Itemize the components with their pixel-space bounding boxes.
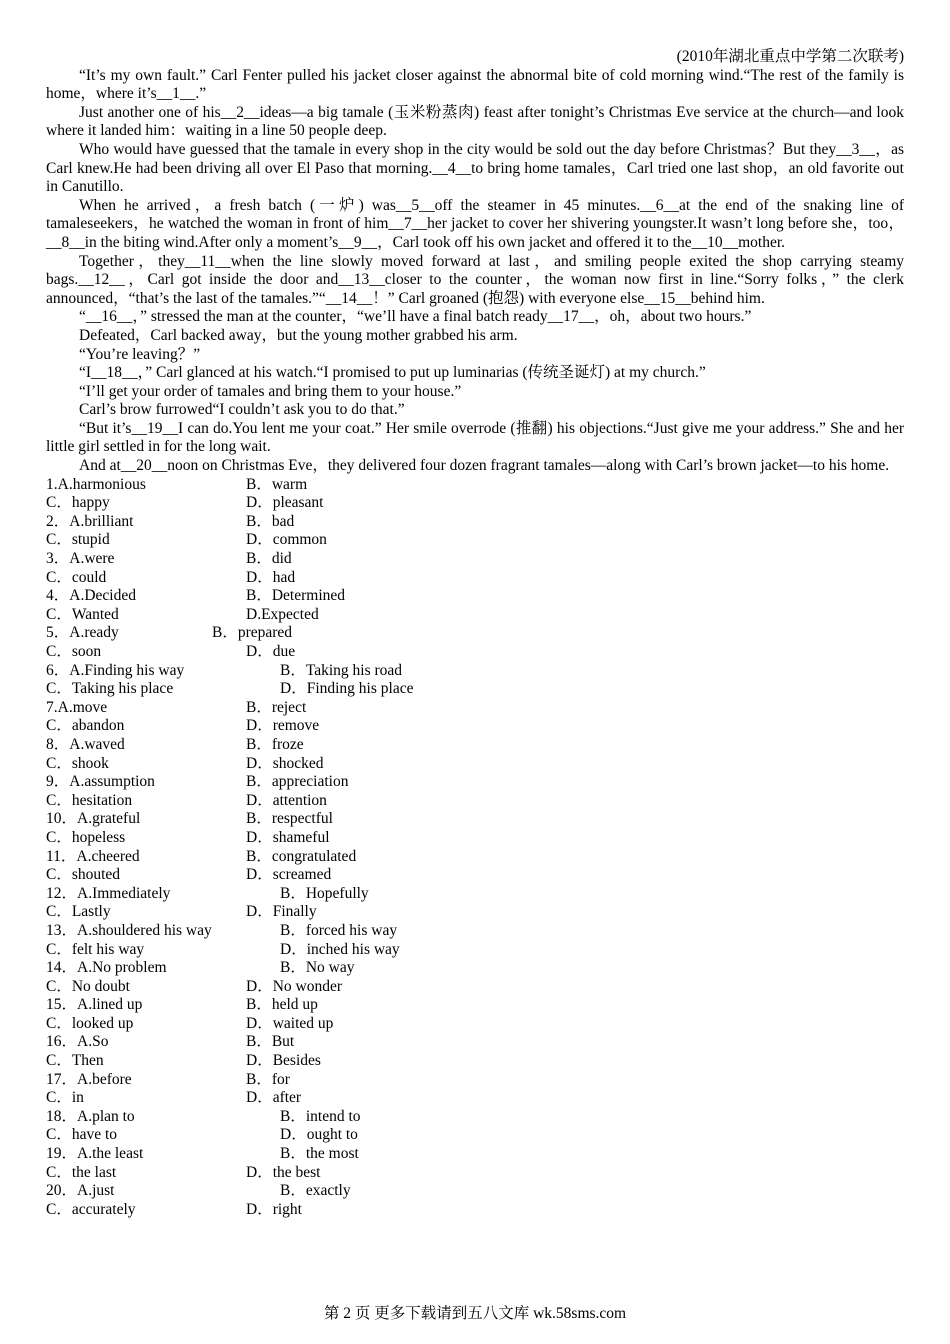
- option-left: C．Then: [46, 1052, 104, 1070]
- option-row: [46, 1089, 904, 1108]
- option-left: C．have to: [46, 1126, 118, 1144]
- option-row: [46, 959, 904, 978]
- option-left: 9．A.assumption: [46, 773, 155, 791]
- option-left: 12．A.Immediately: [46, 884, 171, 902]
- option-left: C．No doubt: [46, 977, 130, 995]
- option-right: B．intend to: [280, 1107, 361, 1125]
- option-row: [46, 996, 904, 1015]
- option-row: [46, 922, 904, 941]
- option-left: C．Lastly: [46, 903, 111, 921]
- option-row: [46, 848, 904, 867]
- options-list: [46, 476, 904, 1220]
- option-right: B．the most: [280, 1145, 359, 1163]
- passage-paragraph: “__16__，” stressed the man at the counter，“we’ll have a final batch ready__17__，oh，about two hours.”: [79, 308, 752, 326]
- option-row: [46, 829, 904, 848]
- option-right: B．respectful: [246, 810, 333, 828]
- option-right: B．Hopefully: [280, 884, 369, 902]
- option-left: 14．A.No problem: [46, 959, 167, 977]
- option-right: D．attention: [246, 791, 327, 809]
- option-left: 6．A.Finding his way: [46, 661, 185, 679]
- option-left: 10．A.grateful: [46, 810, 141, 828]
- document-page: [46, 48, 904, 1219]
- option-left: 15．A.lined up: [46, 996, 143, 1014]
- option-right: D．ought to: [280, 1126, 358, 1144]
- option-right: D．shameful: [246, 828, 330, 846]
- option-row: [46, 531, 904, 550]
- option-left: C．shouted: [46, 866, 121, 884]
- passage-paragraph: “I__18__，” Carl glanced at his watch.“I promised to put up luminarias (传统圣诞灯) at my church.”: [79, 364, 706, 382]
- option-row: [46, 866, 904, 885]
- option-right: D．Finding his place: [280, 680, 414, 698]
- option-row: [46, 885, 904, 904]
- option-left: C．could: [46, 568, 107, 586]
- option-row: [46, 1145, 904, 1164]
- option-left: 1.A.harmonious: [46, 475, 146, 493]
- option-left: 16．A.So: [46, 1033, 109, 1051]
- option-row: [46, 699, 904, 718]
- option-right: D．the best: [246, 1163, 321, 1181]
- option-left: 7.A.move: [46, 698, 108, 716]
- option-left: C．hopeless: [46, 828, 126, 846]
- option-left: 11．A.cheered: [46, 847, 140, 865]
- option-left: 3．A.were: [46, 550, 115, 568]
- option-row: [46, 717, 904, 736]
- option-left: 2．A.brilliant: [46, 512, 134, 530]
- option-row: [46, 1015, 904, 1034]
- option-row: [46, 1033, 904, 1052]
- option-right: D．shocked: [246, 754, 324, 772]
- passage-paragraph: “But it’s__19__I can do.You lent me your coat.” Her smile overrode (推翻) his objections.“Just give me your address.” She and her little girl settled in for the long wait.: [46, 419, 904, 456]
- option-row: [46, 606, 904, 625]
- option-left: C．Taking his place: [46, 680, 174, 698]
- option-row: [46, 643, 904, 662]
- option-right: B．forced his way: [280, 921, 398, 939]
- passage-paragraph: “It’s my own fault.” Carl Fenter pulled his jacket closer against the abnormal bite of cold morning wind.“The rest of the family is home，where it’s__1__.”: [46, 66, 904, 103]
- option-left: 17．A.before: [46, 1070, 132, 1088]
- option-row: [46, 773, 904, 792]
- passage-paragraph: And at__20__noon on Christmas Eve，they delivered four dozen fragrant tamales—along with Carl’s brown jacket—to his home.: [79, 457, 890, 475]
- option-row: [46, 978, 904, 997]
- option-row: [46, 941, 904, 960]
- option-row: [46, 476, 904, 495]
- option-right: D．screamed: [246, 866, 332, 884]
- option-right: B．warm: [246, 475, 308, 493]
- option-left: C．soon: [46, 643, 102, 660]
- passage-paragraph: “I’ll get your order of tamales and bring them to your house.”: [79, 382, 462, 400]
- option-row: [46, 680, 904, 699]
- option-right: B．froze: [246, 735, 304, 753]
- option-right: B．exactly: [280, 1182, 351, 1200]
- passage-paragraph: Carl’s brow furrowed“I couldn’t ask you to do that.”: [79, 401, 405, 419]
- option-right: B．for: [246, 1070, 290, 1088]
- cloze-passage: [46, 67, 904, 476]
- option-right: B．prepared: [212, 624, 293, 642]
- option-row: [46, 1164, 904, 1183]
- option-row: [46, 1182, 904, 1201]
- option-row: [46, 903, 904, 922]
- option-left: 4．A.Decided: [46, 587, 136, 605]
- option-row: [46, 494, 904, 513]
- option-right: D．Finally: [246, 903, 317, 921]
- option-row: [46, 1126, 904, 1145]
- option-row: [46, 569, 904, 588]
- option-row: [46, 1108, 904, 1127]
- option-right: B．Taking his road: [280, 661, 403, 679]
- option-right: D．common: [246, 531, 327, 549]
- option-right: D．after: [246, 1089, 302, 1107]
- option-left: C．looked up: [46, 1014, 134, 1032]
- option-row: [46, 550, 904, 569]
- option-row: [46, 662, 904, 681]
- option-left: C．accurately: [46, 1200, 136, 1218]
- option-row: [46, 624, 904, 643]
- option-left: 13．A.shouldered his way: [46, 921, 212, 939]
- source-note: (2010年湖北重点中学第二次联考): [676, 48, 904, 65]
- option-left: C．the last: [46, 1163, 117, 1181]
- option-left: C．abandon: [46, 717, 125, 735]
- option-left: 20．A.just: [46, 1182, 115, 1200]
- option-right: D．Besides: [246, 1052, 321, 1070]
- option-right: D．waited up: [246, 1014, 334, 1032]
- passage-paragraph: Just another one of his__2__ideas—a big tamale (玉米粉蒸肉) feast after tonight’s Christmas Eve service at the church—and look where it landed him：waiting in a line 50 people deep.: [46, 103, 904, 140]
- option-left: 5．A.ready: [46, 624, 119, 642]
- option-row: [46, 736, 904, 755]
- option-row: [46, 587, 904, 606]
- option-right: B．reject: [246, 698, 307, 716]
- option-right: B．But: [246, 1033, 295, 1051]
- option-left: C．hesitation: [46, 791, 133, 809]
- option-right: D．inched his way: [280, 940, 400, 958]
- option-left: 19．A.the least: [46, 1145, 144, 1163]
- option-left: C．shook: [46, 754, 109, 772]
- option-right: B．appreciation: [246, 773, 349, 791]
- page-footer: 第 2 页 更多下载请到五八文库 wk.58sms.com: [323, 1305, 627, 1322]
- passage-paragraph: When he arrived，a fresh batch (一炉) was__5__off the steamer in 45 minutes.__6__at the end of the snaking line of tamaleseekers，he watched the woman in front of him__7__her jacket to cover her shivering youngster.It wasn’t long before she，too，__8__in the biting wind.After only a moment’s__9__，Carl took off his own jacket and offered it to the__10__mother.: [46, 196, 904, 251]
- passage-paragraph: Together，they__11__when the line slowly moved forward at last，and smiling people exited the shop carrying steamy bags.__12__，Carl got inside the door and__13__closer to the counter，the woman now first in line.“Sorry folks，” the clerk announced，“that’s the last of the tamales.”“__14__！” Carl groaned (抱怨) with everyone else__15__behind him.: [46, 252, 904, 307]
- option-row: [46, 755, 904, 774]
- option-right: D．pleasant: [246, 494, 324, 512]
- option-right: D.Expected: [246, 605, 319, 623]
- option-left: C．stupid: [46, 531, 110, 549]
- option-right: B．did: [246, 550, 292, 568]
- option-right: D．right: [246, 1200, 302, 1218]
- option-right: D．No wonder: [246, 977, 342, 995]
- option-row: [46, 792, 904, 811]
- option-left: C．Wanted: [46, 605, 119, 623]
- option-right: B．congratulated: [246, 847, 357, 865]
- option-right: D．due: [246, 643, 296, 660]
- option-right: B．No way: [280, 959, 355, 977]
- option-right: D．remove: [246, 717, 320, 735]
- option-left: 18．A.plan to: [46, 1107, 135, 1125]
- option-left: C．happy: [46, 494, 110, 512]
- option-row: [46, 513, 904, 532]
- option-right: D．had: [246, 568, 296, 586]
- passage-paragraph: “You’re leaving？”: [79, 345, 201, 363]
- option-right: B．bad: [246, 512, 295, 530]
- option-row: [46, 1071, 904, 1090]
- option-right: B．Determined: [246, 587, 346, 605]
- option-row: [46, 1201, 904, 1220]
- option-right: B．held up: [246, 996, 318, 1014]
- passage-paragraph: Who would have guessed that the tamale in every shop in the city would be sold out the day before Christmas？But they__3__，as Carl knew.He had been driving all over El Paso that morning.__4__to bring home tamales，Carl tried one last shop，an old favorite out in Canutillo.: [46, 140, 904, 196]
- option-left: C．felt his way: [46, 940, 145, 958]
- passage-paragraph: Defeated，Carl backed away，but the young mother grabbed his arm.: [79, 326, 518, 344]
- option-row: [46, 1052, 904, 1071]
- option-left: C．in: [46, 1089, 84, 1107]
- option-left: 8．A.waved: [46, 735, 125, 753]
- option-row: [46, 810, 904, 829]
